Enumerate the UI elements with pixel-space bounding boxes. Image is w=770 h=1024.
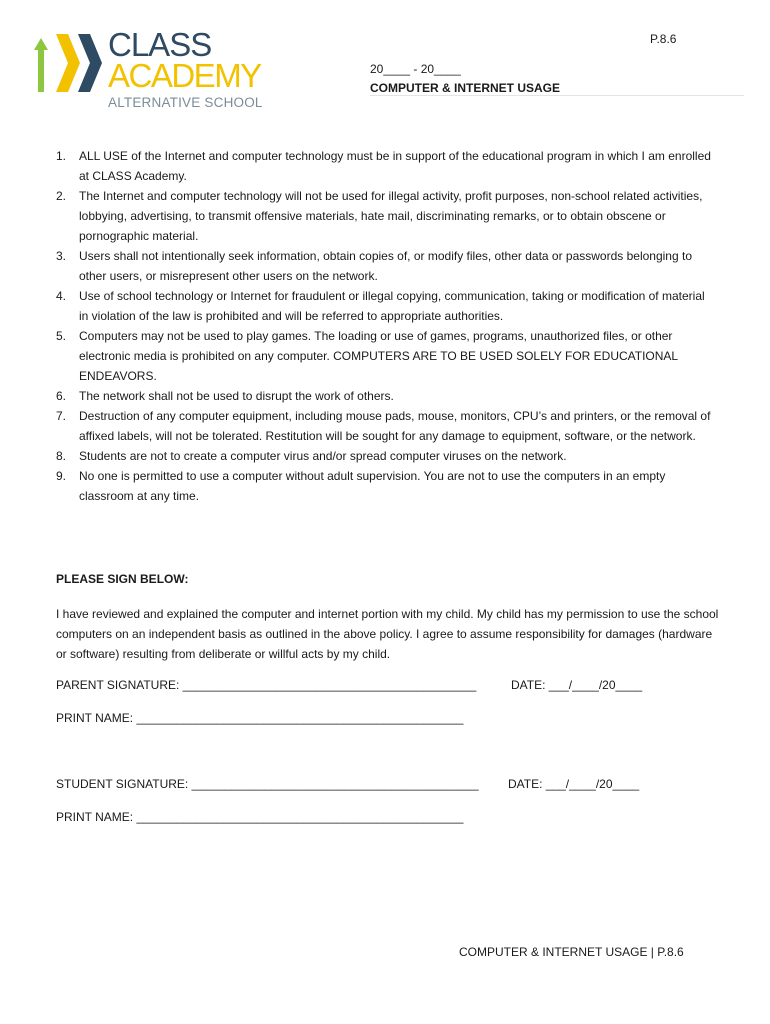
rule-text: The Internet and computer technology will not be used for illegal activity, profit purposes, non-school related activities, lobbying, advertising, to transmit offensive materials, hate mail, discriminating remarks, or to obtain obscene or pornographic material. <box>79 189 703 243</box>
rule-number: 3. <box>56 249 67 263</box>
student-signature-field[interactable]: STUDENT SIGNATURE: ___________________________________________ <box>56 777 479 791</box>
usage-rules-list <box>56 146 716 506</box>
student-print-name-field[interactable]: PRINT NAME: _________________________________________________ <box>56 810 464 824</box>
rule-text: ALL USE of the Internet and computer technology must be in support of the educational program in which I am enrolled at CLASS Academy. <box>79 149 711 183</box>
arrow-chevrons-logo-icon <box>28 30 108 94</box>
rule-number: 9. <box>56 469 67 483</box>
class-academy-logo <box>28 28 268 114</box>
rule-item <box>56 286 716 326</box>
rule-item <box>56 246 716 286</box>
rule-item <box>56 186 716 246</box>
parent-date-field[interactable]: DATE: ___/____/20____ <box>511 678 643 692</box>
logo-text-alternative-school: ALTERNATIVE SCHOOL <box>108 95 263 110</box>
page-reference: P.8.6 <box>650 32 677 46</box>
rule-item <box>56 446 716 466</box>
document-title: COMPUTER & INTERNET USAGE <box>370 81 561 95</box>
rule-number: 8. <box>56 449 67 463</box>
rule-number: 5. <box>56 329 67 343</box>
rule-text: No one is permitted to use a computer without adult supervision. You are not to use the computers in an empty classroom at any time. <box>79 469 666 503</box>
rule-item <box>56 406 716 446</box>
logo-text-academy: ACADEMY <box>108 57 261 94</box>
parent-print-name-field[interactable]: PRINT NAME: _________________________________________________ <box>56 711 464 725</box>
school-year-field: 20____ - 20____ <box>370 62 461 76</box>
rule-text: Computers may not be used to play games. The loading or use of games, programs, unauthorized files, or other electronic media is prohibited on any computer. COMPUTERS ARE TO BE USED SOLELY FOR EDUCATIONAL ENDEAVORS. <box>79 329 678 383</box>
student-date-field[interactable]: DATE: ___/____/20____ <box>508 777 640 791</box>
page-footer: COMPUTER & INTERNET USAGE | P.8.6 <box>459 945 684 959</box>
rule-text: Use of school technology or Internet for fraudulent or illegal copying, communication, taking or modification of material in violation of the law is prohibited and will be referred to appropriate authorities. <box>79 289 705 323</box>
rule-number: 7. <box>56 409 67 423</box>
rule-item <box>56 386 716 406</box>
rule-number: 6. <box>56 389 67 403</box>
rule-number: 2. <box>56 189 67 203</box>
rule-text: Destruction of any computer equipment, including mouse pads, mouse, monitors, CPU’s and printers, or the removal of affixed labels, will not be tolerated. Restitution will be sought for any damage to equipment, software, or the network. <box>79 409 711 443</box>
logo-text-class: CLASS <box>108 26 212 63</box>
rule-item <box>56 326 716 386</box>
rule-text: Students are not to create a computer virus and/or spread computer viruses on the network. <box>79 449 567 463</box>
rule-text: Users shall not intentionally seek information, obtain copies of, or modify files, other data or passwords belonging to other users, or misrepresent other users on the network. <box>79 249 692 283</box>
rule-number: 4. <box>56 289 67 303</box>
rule-number: 1. <box>56 149 67 163</box>
rule-item <box>56 146 716 186</box>
parent-signature-field[interactable]: PARENT SIGNATURE: ____________________________________________ <box>56 678 477 692</box>
rule-text: The network shall not be used to disrupt the work of others. <box>79 389 394 403</box>
consent-paragraph: I have reviewed and explained the computer and internet portion with my child. My child has my permission to use the school computers on an independent basis as outlined in the above policy. I agree to assume responsibility for damages (hardware or software) resulting from deliberate or willful acts by my child. <box>56 607 719 661</box>
sign-heading: PLEASE SIGN BELOW: <box>56 572 189 586</box>
header-divider <box>370 95 744 96</box>
rule-item <box>56 466 716 506</box>
